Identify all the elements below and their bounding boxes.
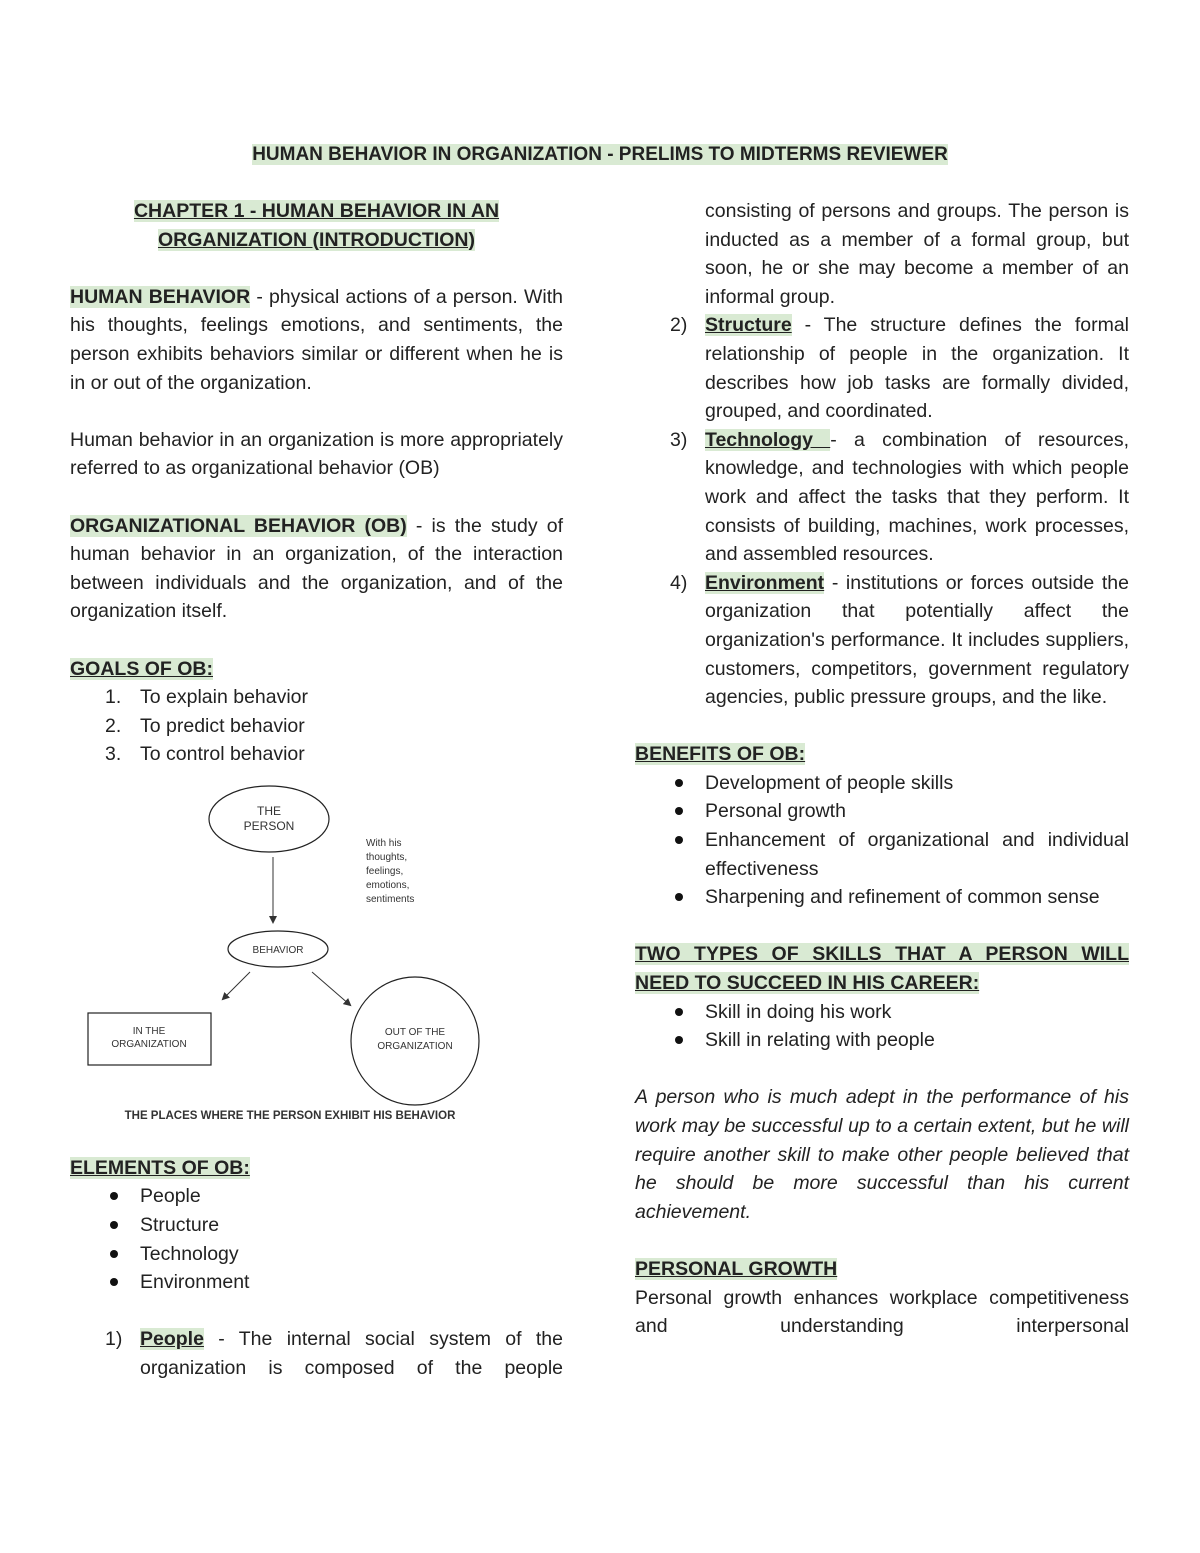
page-title xyxy=(0,141,1200,169)
human-behavior-definition xyxy=(70,283,563,397)
list-item: Enhancement of organizational and individual effectiveness xyxy=(635,826,1129,883)
ob-term: ORGANIZATIONAL BEHAVIOR (OB) xyxy=(70,514,407,537)
behavior-label: BEHAVIOR xyxy=(252,944,304,956)
arrow-to-inside xyxy=(223,972,250,999)
element-people: 1) People - The internal social system of the organization is composed of the people xyxy=(105,1328,563,1380)
svg-text:With his: With his xyxy=(366,837,402,849)
element-environment: 4) Environment - institutions or forces outside the organization that potentially affect the organization's performance. It includes suppliers, customers, competitors, government regulatory agencies, public pressure groups, and the like. xyxy=(670,571,1129,709)
list-item: Sharpening and refinement of common sense xyxy=(635,883,1129,912)
growth-text: Personal growth enhances workplace competitiveness and understanding interpersonal xyxy=(635,1286,1129,1338)
ob-definition xyxy=(70,512,563,626)
human-behavior-def: - physical actions of a person. With his thoughts, feelings emotions, and sentiments, the person exhibits behaviors similar or different when he is in or out of the organization. xyxy=(70,285,563,394)
skills-paragraph: A person who is much adept in the performance of his work may be successful up to a certain extent, but he will require another skill to make other people believed that he should be more successful than his current achievement. xyxy=(635,1086,1129,1223)
list-item: 2. To predict behavior xyxy=(105,714,305,737)
hb-ob-paragraph: Human behavior in an organization is more appropriately referred to as organizational behavior (OB) xyxy=(70,428,563,480)
elements-heading: ELEMENTS OF OB: xyxy=(70,1156,250,1179)
skills-list xyxy=(635,998,1129,1055)
person-node xyxy=(209,786,329,852)
list-item: Environment xyxy=(70,1268,563,1297)
element-technology: 3) Technology - a combination of resources, knowledge, and technologies with which people work and affect the tasks that they perform. It consists of building, machines, work processes, and assembled resources. xyxy=(670,428,1129,566)
element-structure: 2) Structure - The structure defines the formal relationship of people in the organization. It describes how job tasks are formally divided, grouped, and coordinated. xyxy=(670,314,1129,423)
list-item: 1. To explain behavior xyxy=(105,686,309,709)
list-item: Personal growth xyxy=(635,797,1129,826)
diagram-caption: THE PLACES WHERE THE PERSON EXHIBIT HIS BEHAVIOR xyxy=(124,1109,456,1122)
elements-list xyxy=(70,1182,563,1296)
list-item: Structure xyxy=(70,1211,563,1240)
attributes-note xyxy=(366,838,414,905)
goals-list xyxy=(70,683,563,769)
benefits-heading: BENEFITS OF OB: xyxy=(635,743,806,766)
list-item: Skill in relating with people xyxy=(635,1026,1129,1055)
behavior-node xyxy=(228,931,328,967)
svg-text:sentiments: sentiments xyxy=(366,893,415,905)
skills-heading: TWO TYPES OF SKILLS THAT A PERSON WILL NEED TO SUCCEED IN HIS CAREER: xyxy=(635,943,1129,995)
list-item: Development of people skills xyxy=(635,769,1129,798)
left-column xyxy=(70,197,563,1383)
growth-heading: PERSONAL GROWTH xyxy=(635,1257,838,1280)
human-behavior-term: HUMAN BEHAVIOR xyxy=(70,285,251,308)
svg-text:ORGANIZATION: ORGANIZATION xyxy=(377,1040,453,1052)
behavior-diagram xyxy=(80,779,500,1149)
arrow-to-outside xyxy=(312,972,350,1005)
people-continued: consisting of persons and groups. The person is inducted as a member of a formal group, but soon, he or she may become a member of an informal group. xyxy=(705,200,1129,308)
svg-text:OUT OF THE: OUT OF THE xyxy=(384,1026,446,1038)
list-item: Technology xyxy=(70,1240,563,1269)
svg-text:IN THE: IN THE xyxy=(132,1025,166,1037)
people-def: - The internal social system of the organization is composed of the people xyxy=(140,1328,563,1380)
goals-heading: GOALS OF OB: xyxy=(70,657,213,680)
person-label-1: THE xyxy=(257,803,281,818)
chapter-heading xyxy=(70,197,563,254)
svg-text:feelings,: feelings, xyxy=(366,865,404,877)
ob-def: - is the study of human behavior in an organization, of the interaction between individuals and the organization, and of the organization itself. xyxy=(70,514,563,623)
outside-organization-node xyxy=(351,977,479,1105)
right-column xyxy=(635,197,1129,1341)
people-term: People xyxy=(140,1328,204,1351)
svg-text:ORGANIZATION: ORGANIZATION xyxy=(111,1038,187,1050)
svg-text:thoughts,: thoughts, xyxy=(366,851,408,863)
list-item: 3. To control behavior xyxy=(105,743,305,766)
list-item: People xyxy=(70,1182,563,1211)
inside-organization-node xyxy=(88,1013,211,1065)
svg-text:emotions,: emotions, xyxy=(366,879,410,891)
person-label-2: PERSON xyxy=(243,818,295,833)
chapter-line-2: ORGANIZATION (INTRODUCTION) xyxy=(157,228,476,251)
list-item: Skill in doing his work xyxy=(635,998,1129,1027)
benefits-list xyxy=(635,769,1129,912)
chapter-line-1: CHAPTER 1 - HUMAN BEHAVIOR IN AN xyxy=(133,200,500,222)
page-title-text: HUMAN BEHAVIOR IN ORGANIZATION - PRELIMS TO MIDTERMS REVIEWER xyxy=(252,144,948,165)
